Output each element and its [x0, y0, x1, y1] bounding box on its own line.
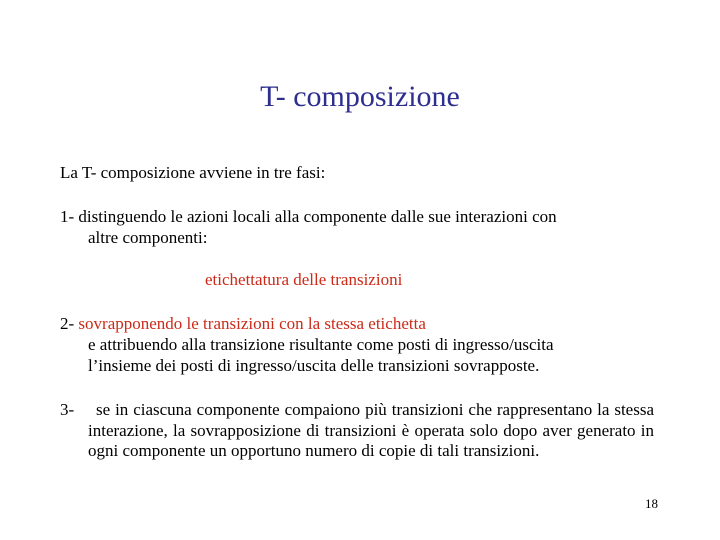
step1-line1: 1- distinguendo le azioni locali alla componente dalle sue interazioni con [60, 207, 557, 226]
step3-text: se in ciascuna componente compaiono più transizioni che rappresentano la stessa interazione, la sovrapposizione di transizioni è operata solo dopo aver generato in ogni componente un opportuno numero di copie di tali transizioni. [88, 400, 654, 460]
page-number: 18 [645, 496, 658, 511]
step3-number: 3- [60, 400, 75, 419]
step2-line2: e attribuendo alla transizione risultante come posti di ingresso/uscita [88, 335, 554, 354]
step2-line1 [60, 314, 426, 334]
step2-prefix: 2- [60, 314, 79, 333]
step2-line3: l’insieme dei posti di ingresso/uscita delle transizioni sovrapposte. [88, 356, 540, 375]
slide-title: T- composizione [260, 80, 460, 113]
step2-highlight: sovrapponendo le transizioni con la stessa etichetta [78, 314, 426, 333]
intro-text: La T- composizione avviene in tre fasi: [60, 163, 326, 182]
step1-line2: altre componenti: [88, 228, 208, 247]
step1-highlight: etichettatura delle transizioni [205, 270, 403, 289]
